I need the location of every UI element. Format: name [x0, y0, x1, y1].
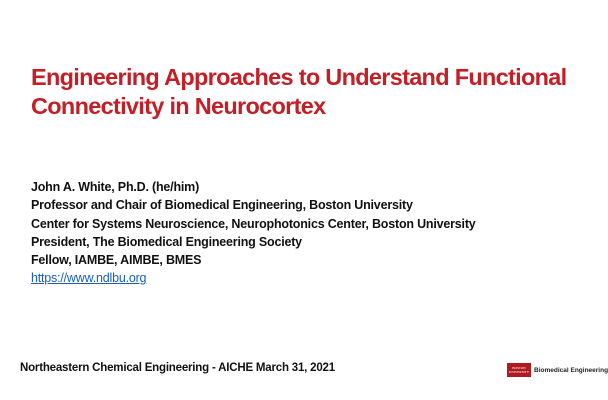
author-position: Professor and Chair of Biomedical Engineering, Boston University	[31, 198, 413, 213]
author-credits	[31, 178, 591, 288]
slide-title	[31, 63, 591, 121]
boston-university-seal	[507, 363, 531, 377]
slide-title-line-1: Engineering Approaches to Understand Functional	[31, 64, 567, 90]
author-fellowships: Fellow, IAMBE, AIMBE, BMES	[31, 253, 202, 268]
lab-website-link[interactable]: https://www.ndlbu.org	[31, 271, 147, 286]
author-name: John A. White, Ph.D. (he/him)	[31, 180, 200, 194]
department-name: Biomedical Engineering	[534, 366, 608, 374]
slide-title-line-2: Connectivity in Neurocortex	[31, 93, 326, 119]
author-society-role: President, The Biomedical Engineering Society	[31, 234, 302, 249]
seal-line-2: UNIVERSITY	[508, 370, 530, 374]
seal-line-1: BOSTON	[512, 366, 526, 370]
university-logo	[507, 363, 608, 377]
author-affiliation: Center for Systems Neuroscience, Neurophotonics Center, Boston University	[31, 216, 476, 231]
slide-footer: Northeastern Chemical Engineering - AICHE March 31, 2021	[20, 362, 335, 374]
